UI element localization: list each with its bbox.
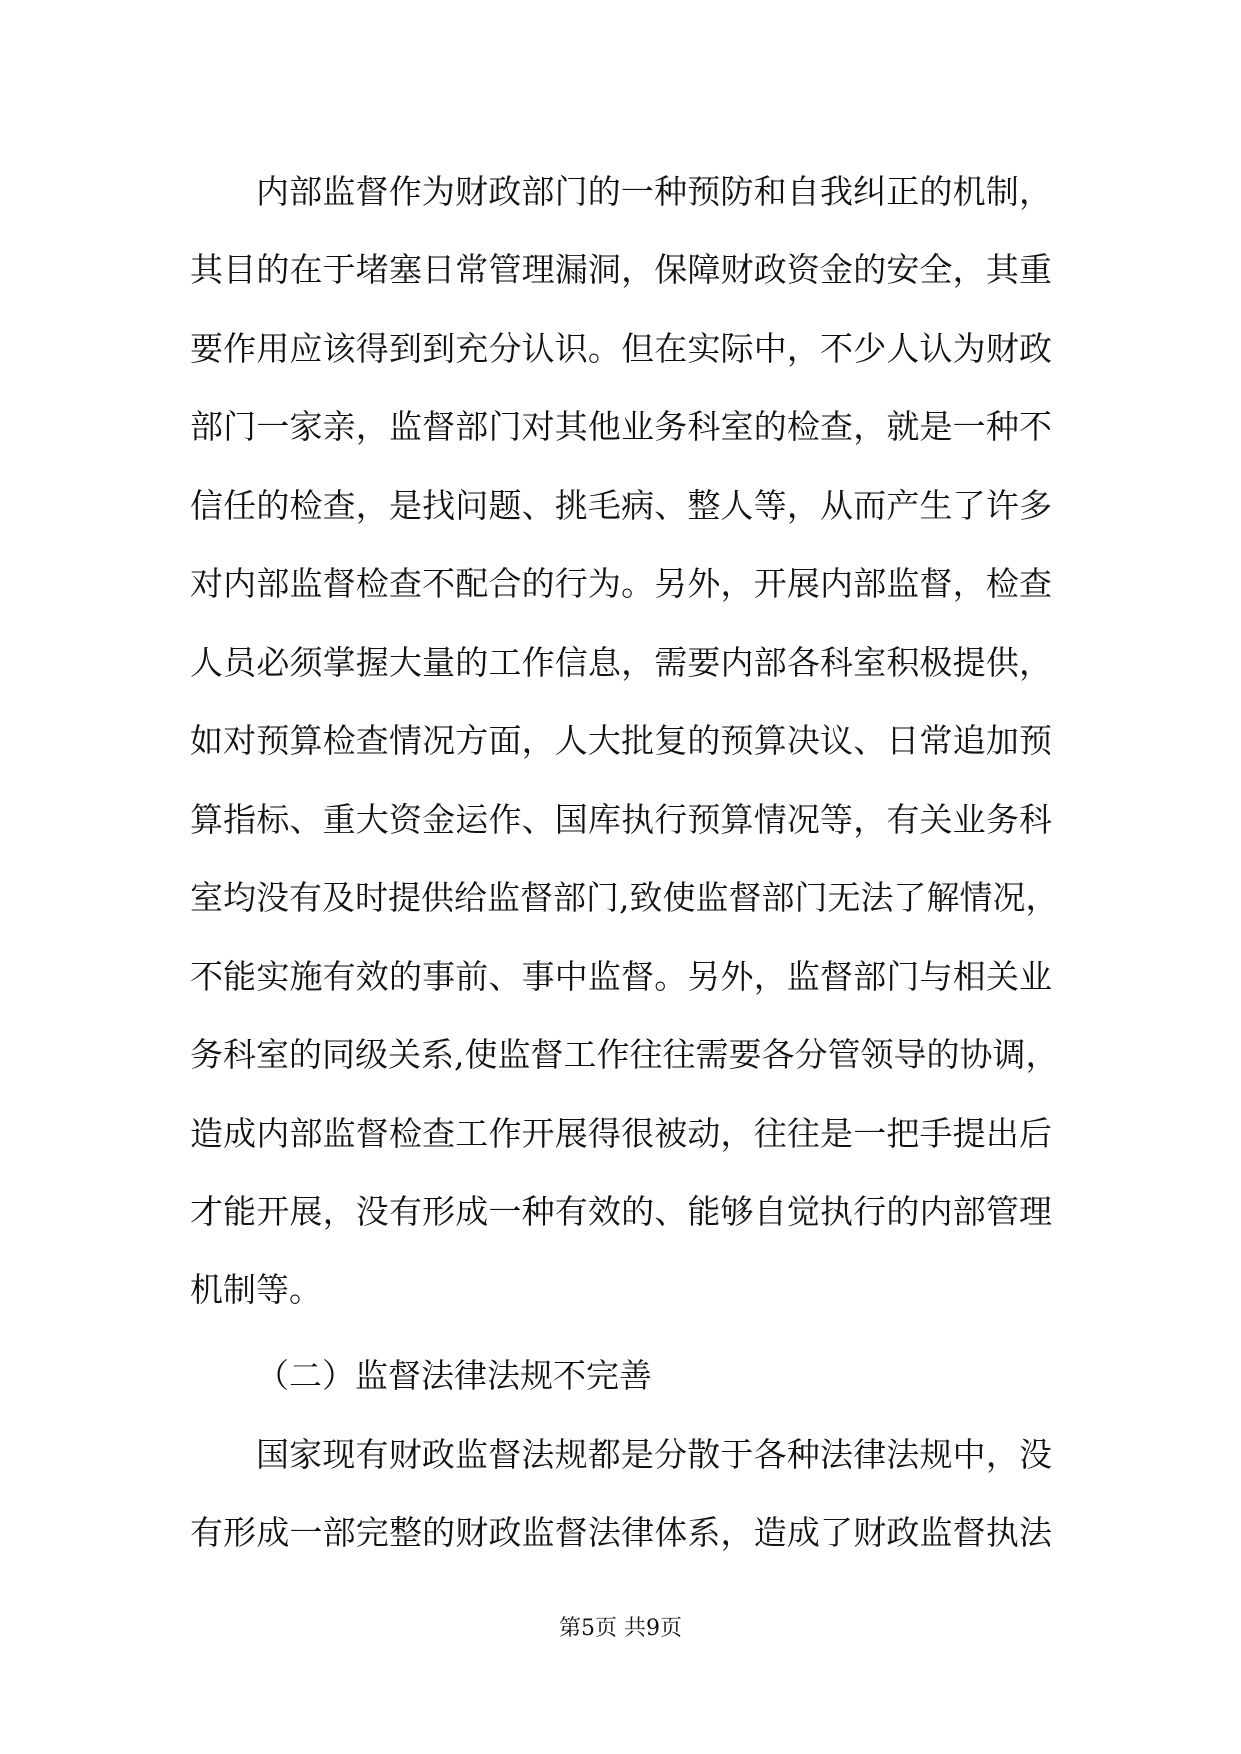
paragraph-1-line-3: 要作用应该得到到充分认识。但在实际中，不少人认为财政 (190, 329, 1052, 368)
paragraph-1-line-6: 对内部监督检查不配合的行为。另外，开展内部监督，检查 (190, 564, 1052, 603)
paragraph-1-line-5: 信任的检查，是找问题、挑毛病、整人等，从而产生了许多 (190, 486, 1052, 525)
paragraph-1-line-2: 其目的在于堵塞日常管理漏洞，保障财政资金的安全，其重 (190, 250, 1052, 289)
paragraph-2-line-2: 有形成一部完整的财政监督法律体系，造成了财政监督执法 (190, 1513, 1052, 1552)
paragraph-1-line-12: 务科室的同级关系,使监督工作往往需要各分管领导的协调， (190, 1035, 1059, 1074)
page-number-footer: 第5页 共9页 (559, 1616, 682, 1641)
paragraph-1-line-11: 不能实施有效的事前、事中监督。另外，监督部门与相关业 (190, 957, 1052, 996)
paragraph-1-line-14: 才能开展，没有形成一种有效的、能够自觉执行的内部管理 (190, 1192, 1052, 1231)
paragraph-1-line-8: 如对预算检查情况方面，人大批复的预算决议、日常追加预 (190, 721, 1052, 760)
paragraph-2-line-1: 国家现有财政监督法规都是分散于各种法律法规中，没 (256, 1435, 1052, 1474)
paragraph-1-line-9: 算指标、重大资金运作、国库执行预算情况等，有关业务科 (190, 800, 1052, 839)
paragraph-1-line-7: 人员必须掌握大量的工作信息，需要内部各科室积极提供， (190, 643, 1052, 682)
paragraph-1-line-10: 室均没有及时提供给监督部门,致使监督部门无法了解情况， (190, 878, 1059, 917)
paragraph-1-line-13: 造成内部监督检查工作开展得很被动，往往是一把手提出后 (190, 1114, 1052, 1153)
paragraph-1-line-15: 机制等。 (190, 1270, 322, 1309)
paragraph-1-line-1: 内部监督作为财政部门的一种预防和自我纠正的机制， (256, 172, 1052, 211)
section-heading: （二）监督法律法规不完善 (256, 1356, 652, 1395)
paragraph-1-line-4: 部门一家亲，监督部门对其他业务科室的检查，就是一种不 (190, 407, 1052, 446)
